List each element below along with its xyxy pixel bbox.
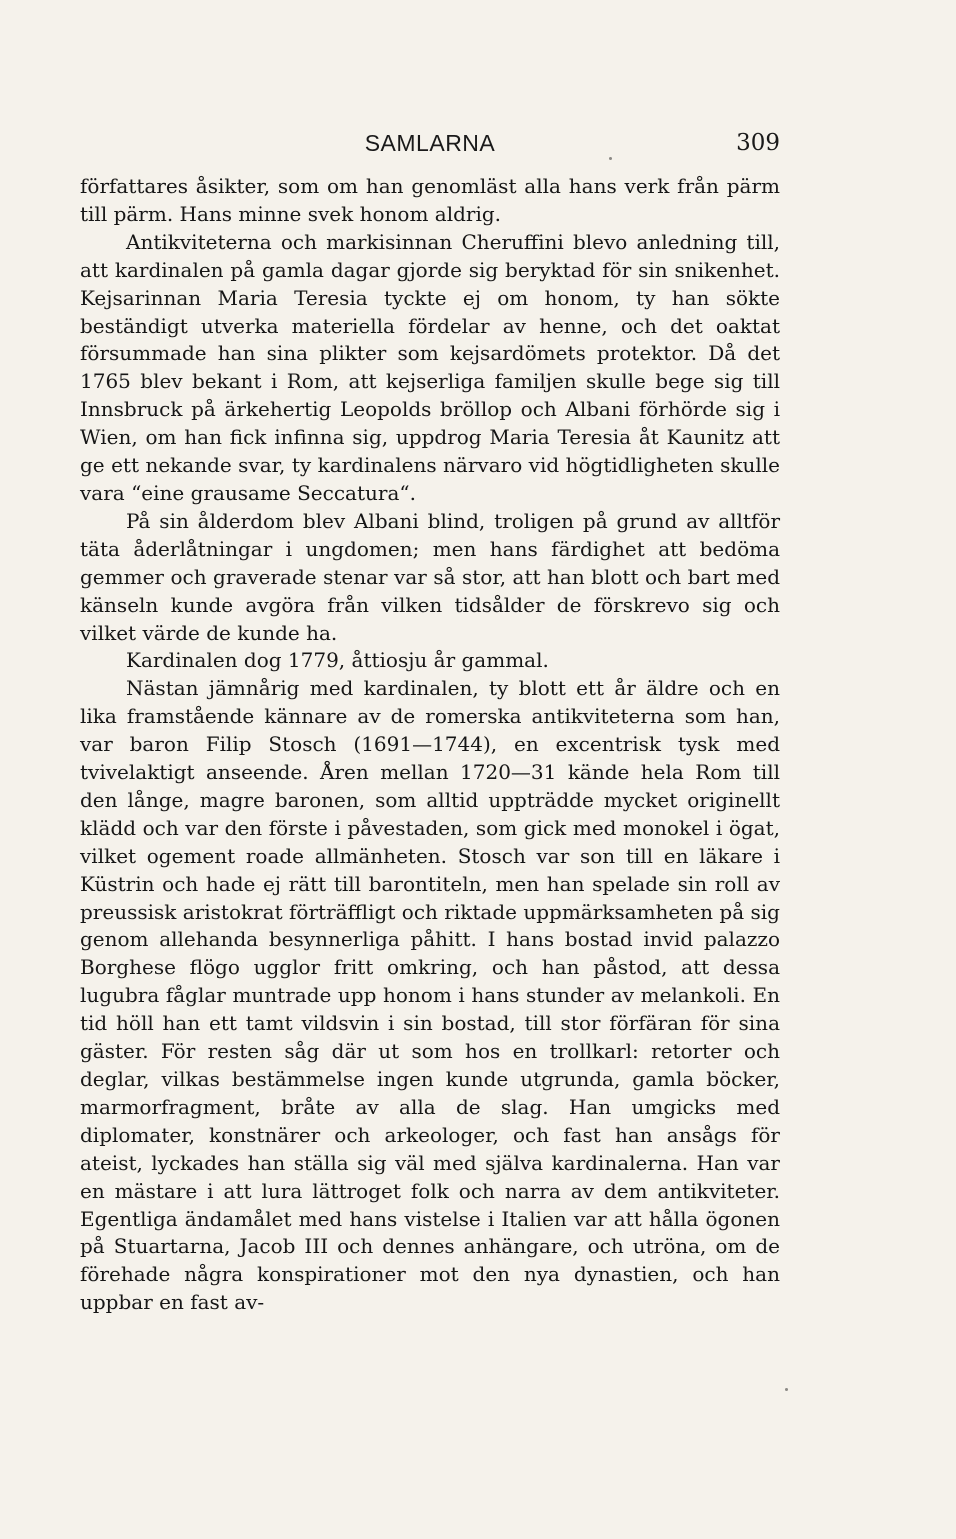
paper-speck: [609, 157, 612, 160]
paragraph-3: På sin ålderdom blev Albani blind, troligen på grund av alltför täta åderlåtningar i ungdomen; men hans färdighet att bedöma gemmer och graverade stenar var så stor, att han blott och bart med känseln kunde avgöra från vilken tidsålder de förskrevo sig och vilket värde de kunde ha.: [80, 508, 780, 645]
paragraph-5: Nästan jämnårig med kardinalen, ty blott ett år äldre och en lika framstående kännare av de romerska antikviteterna som han, var baron Filip Stosch (1691—1744), en excentrisk tysk med tvivelaktigt anseende. Åren mellan 1720—31 kände hela Rom till den långe, magre baronen, som alltid uppträdde mycket originellt klädd och var den förste i påvestaden, som gick med monokel i ögat, vilket ogement roade allmänheten. Stosch var son till en läkare i Küstrin och hade ej rätt till barontiteln, men han spelade sin roll av preussisk aristokrat förträffligt och riktade uppmärksamheten på sig genom allehanda besynnerliga påhitt. I hans bostad invid palazzo Borghese flögo ugglor fritt omkring, och han påstod, att dessa lugubra fåglar muntrade upp honom i hans stunder av melankoli. En tid höll han ett tamt vildsvin i sin bostad, till stor förfäran för sina gäster. För resten såg där ut som hos en trollkarl: retorter och deglar, vilkas bestämmelse ingen kunde utgrunda, gamla böcker, marmorfragment, bråte av alla de slag. Han umgicks med diplomater, konstnärer och arkeologer, och fast han ansågs för ateist, lyckades han ställa sig väl med själva kardinalerna. Han var en mästare i att lura lättroget folk och narra av dem antikviteter. Egentliga ändamålet med hans vistelse i Italien var att hålla ögonen på Stuartarna, Jacob III och dennes anhängare, och utröna, om de förehade några konspirationer mot den nya dynastien, och han uppbar en fast av-: [80, 676, 780, 1315]
page-header: [80, 130, 780, 162]
paragraph-2: Antikviteterna och markisinnan Cheruffini blevo anledning till, att kardinalen på gamla dagar gjorde sig beryktad för sin snikenhet. Kejsarinnan Maria Teresia tyckte ej om honom, ty han sökte beständigt utverka materiella fördelar av henne, och det oaktat försummade han sina plikter som kejsardömets protektor. Då det 1765 blev bekant i Rom, att kejserliga familjen skulle bege sig till Innsbruck på ärkehertig Leopolds bröllop och Albani förhörde sig i Wien, om han fick infinna sig, uppdrog Maria Teresia åt Kaunitz att ge ett nekande svar, ty kardinalens närvaro vid högtidligheten skulle vara “eine grausame Seccatura“.: [80, 229, 780, 505]
paper-speck: [785, 1388, 788, 1391]
body-text: [80, 173, 780, 1317]
page-number: 309: [736, 130, 780, 156]
paragraph-1: författares åsikter, som om han genomläst alla hans verk från pärm till pärm. Hans minne svek honom aldrig.: [80, 174, 780, 226]
running-head: SAMLARNA: [364, 130, 496, 156]
paragraph-4: Kardinalen dog 1779, åttiosju år gammal.: [126, 648, 549, 673]
